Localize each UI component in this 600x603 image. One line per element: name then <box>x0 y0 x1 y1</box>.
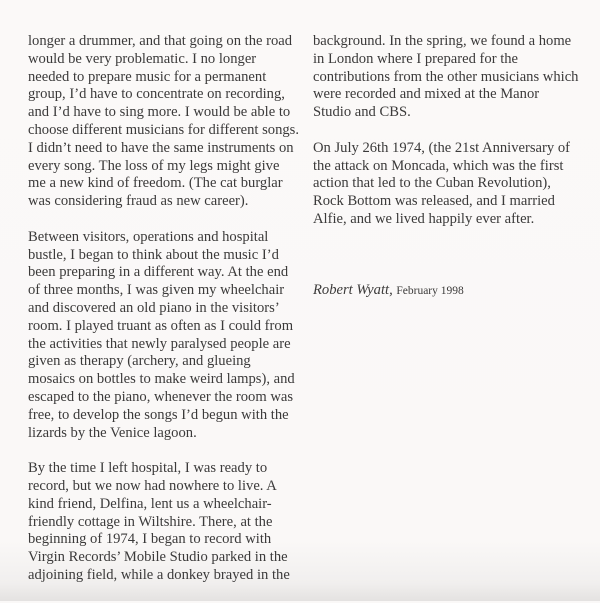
paragraph <box>28 33 299 211</box>
text-line: and I’d have to sing more. I would be able to <box>28 104 291 121</box>
text-line: adjoining field, while a donkey brayed in the <box>28 566 290 583</box>
text-line: were recorded and mixed at the Manor <box>313 86 540 103</box>
text-line: beginning of 1974, I began to record with <box>28 531 272 548</box>
text-line: was considering fraud as new career). <box>28 193 249 210</box>
text-line: free, to develop the songs I’d begun with the <box>28 406 289 423</box>
paragraph <box>28 460 299 585</box>
text-line: background. In the spring, we found a home <box>313 33 572 49</box>
text-line: longer a drummer, and that going on the road <box>28 33 293 49</box>
text-line: I didn’t need to have the same instruments on <box>28 139 294 156</box>
left-column <box>28 33 299 603</box>
text-line: lizards by the Venice lagoon. <box>28 424 197 441</box>
text-line: and discovered an old piano in the visitors’ <box>28 299 280 316</box>
text-line: escaped to the piano, whenever the room was <box>28 388 294 405</box>
text-line: friendly cottage in Wiltshire. There, at the <box>28 513 273 530</box>
text-line: been preparing in a different way. At the end <box>28 264 289 281</box>
paragraph <box>313 140 578 229</box>
text-line: Studio and CBS. <box>313 104 411 121</box>
text-line: Virgin Records’ Mobile Studio parked in the <box>28 549 288 566</box>
text-line: Between visitors, operations and hospital <box>28 228 269 245</box>
text-line: every song. The loss of my legs might give <box>28 157 280 174</box>
text-line: group, I’d have to concentrate on recording, <box>28 86 285 103</box>
text-line: record, but we now had nowhere to live. A <box>28 477 277 494</box>
text-line: me a new kind of freedom. (The cat burglar <box>28 175 283 192</box>
paragraph <box>28 229 299 443</box>
signature-date: February 1998 <box>396 284 464 297</box>
text-line: By the time I left hospital, I was ready to <box>28 460 268 477</box>
text-line: On July 26th 1974, (the 21st Anniversary of <box>313 139 570 156</box>
right-column <box>313 33 578 301</box>
text-line: given as therapy (archery, and glueing <box>28 353 251 370</box>
text-line: mosaics on bottles to make weird lamps), and <box>28 371 295 388</box>
text-line: the attack on Moncada, which was the first <box>313 157 564 174</box>
text-line: of three months, I was given my wheelchair <box>28 282 285 299</box>
text-line: room. I played truant as often as I could from <box>28 317 294 334</box>
text-line: choose different musicians for different songs. <box>28 121 299 138</box>
text-line: the activities that newly paralysed people are <box>28 335 291 352</box>
text-line: in London where I prepared for the <box>313 50 519 67</box>
text-line: bustle, I began to think about the music I’d <box>28 246 279 263</box>
text-line: contributions from the other musicians which <box>313 68 579 85</box>
signature <box>313 282 578 301</box>
text-line: would be very problematic. I no longer <box>28 50 257 67</box>
paragraph <box>313 33 578 122</box>
text-line: Rock Bottom was released, and I married <box>313 193 555 210</box>
text-line: Alfie, and we lived happily ever after. <box>313 210 535 227</box>
text-line: action that led to the Cuban Revolution), <box>313 175 551 192</box>
text-line: needed to prepare music for a permanent <box>28 68 267 85</box>
text-line: kind friend, Delfina, lent us a wheelchair- <box>28 495 272 512</box>
signature-name: Robert Wyatt, <box>313 281 393 298</box>
